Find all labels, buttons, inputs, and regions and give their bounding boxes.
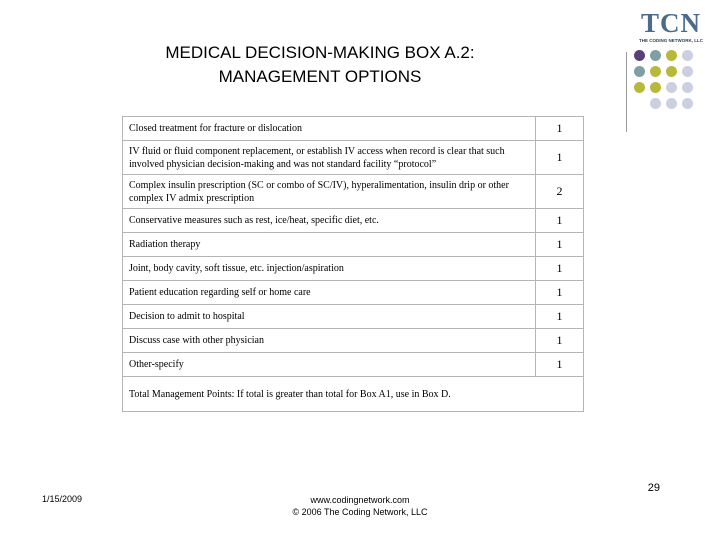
dot-icon	[650, 98, 661, 109]
total-row	[123, 377, 584, 412]
option-cell: Other-specify	[123, 353, 536, 377]
points-cell: 1	[536, 353, 584, 377]
dot-icon	[682, 66, 693, 77]
dot-icon	[650, 50, 661, 61]
table-row	[123, 141, 584, 175]
option-cell: IV fluid or fluid component replacement, or establish IV access when record is clear that such involved physician decision-making and was not standard facility “protocol”	[123, 141, 536, 175]
table-row	[123, 175, 584, 209]
dot-icon	[650, 82, 661, 93]
option-cell: Complex insulin prescription (SC or combo of SC/IV), hyperalimentation, insulin drip or other complex IV admix prescription	[123, 175, 536, 209]
title-line-1: MEDICAL DECISION-MAKING BOX A.2:	[165, 43, 475, 62]
title-line-2: MANAGEMENT OPTIONS	[218, 67, 422, 86]
total-points-cell: Total Management Points: If total is greater than total for Box A1, use in Box D.	[123, 377, 584, 412]
footer-copyright: © 2006 The Coding Network, LLC	[292, 507, 428, 517]
points-cell: 2	[536, 175, 584, 209]
option-cell: Joint, body cavity, soft tissue, etc. injection/aspiration	[123, 257, 536, 281]
points-cell: 1	[536, 117, 584, 141]
option-cell: Conservative measures such as rest, ice/heat, specific diet, etc.	[123, 209, 536, 233]
dot-icon	[666, 82, 677, 93]
dot-icon	[634, 66, 645, 77]
decorative-divider	[626, 52, 627, 132]
dot-icon	[682, 50, 693, 61]
table-row	[123, 281, 584, 305]
table-row	[123, 209, 584, 233]
dot-icon	[666, 66, 677, 77]
table-row	[123, 257, 584, 281]
table-row	[123, 353, 584, 377]
points-cell: 1	[536, 329, 584, 353]
dot-icon	[634, 82, 645, 93]
dot-icon	[682, 98, 693, 109]
points-cell: 1	[536, 209, 584, 233]
points-cell: 1	[536, 233, 584, 257]
table-row	[123, 117, 584, 141]
logo-text: TCN	[640, 8, 701, 38]
dot-icon	[666, 50, 677, 61]
dot-icon	[650, 66, 661, 77]
points-cell: 1	[536, 141, 584, 175]
option-cell: Radiation therapy	[123, 233, 536, 257]
option-cell: Discuss case with other physician	[123, 329, 536, 353]
page-number: 29	[647, 482, 660, 494]
slide-title	[120, 41, 520, 89]
points-cell: 1	[536, 257, 584, 281]
footer-website: www.codingnetwork.com	[310, 495, 410, 505]
dot-icon	[682, 82, 693, 93]
management-options-table	[122, 116, 584, 412]
tcn-logo	[630, 8, 710, 48]
table-row	[123, 233, 584, 257]
table-row	[123, 329, 584, 353]
points-cell: 1	[536, 305, 584, 329]
slide-footer	[260, 494, 460, 518]
dot-icon	[666, 98, 677, 109]
option-cell: Decision to admit to hospital	[123, 305, 536, 329]
table-row	[123, 305, 584, 329]
slide-date: 1/15/2009	[42, 494, 83, 504]
logo-subtitle: THE CODING NETWORK, LLC	[639, 38, 703, 43]
option-cell: Patient education regarding self or home care	[123, 281, 536, 305]
points-cell: 1	[536, 281, 584, 305]
dot-icon	[634, 50, 645, 61]
option-cell: Closed treatment for fracture or dislocation	[123, 117, 536, 141]
